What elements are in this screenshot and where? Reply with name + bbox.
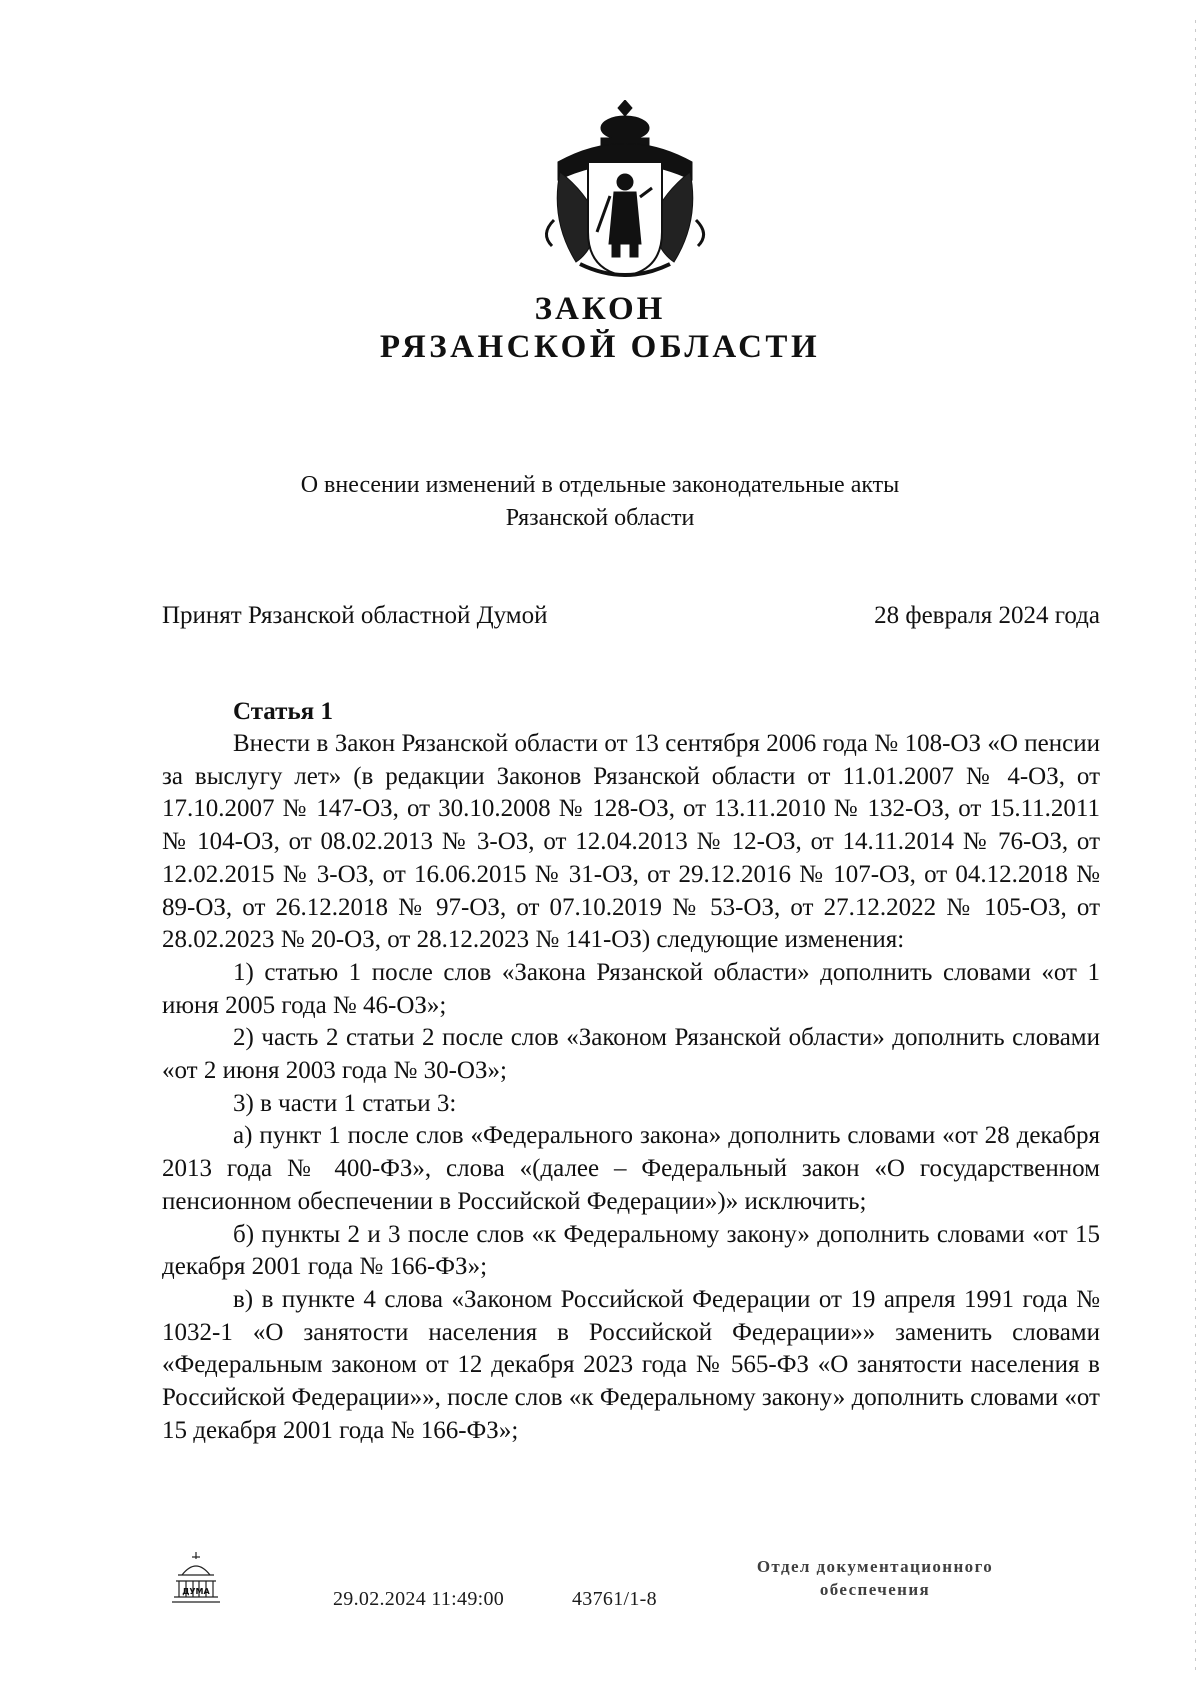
article-paragraph: 3) в части 1 статьи 3: — [233, 1089, 457, 1117]
law-subtitle-line-2: Рязанской области — [505, 505, 695, 531]
adopted-date-text: 28 февраля 2024 года — [874, 602, 1100, 629]
article-paragraph: а) пункт 1 после слов «Федерального закона» дополнить словами «от 28 декабря 2013 года № 400-ФЗ», слова «(далее – Федеральный закон «О государственном пенсионном обеспечении в Российской Федерации»)» исключить; — [162, 1122, 1100, 1215]
article-paragraph: 1) статью 1 после слов «Закона Рязанской области» дополнить словами «от 1 июня 2005 года № 46-ОЗ»; — [162, 958, 1100, 1019]
registration-datetime: 29.02.2024 11:49:00 — [333, 1588, 505, 1610]
duma-logo — [168, 1551, 224, 1607]
registration-number: 43761/1-8 — [572, 1588, 657, 1610]
law-title-line-1: ЗАКОН — [534, 291, 666, 327]
article-body — [162, 728, 1100, 1447]
law-title-line-2: РЯЗАНСКОЙ ОБЛАСТИ — [379, 329, 821, 365]
article-paragraph: б) пункты 2 и 3 после слов «к Федеральному закону» дополнить словами «от 15 декабря 2001 года № 166-ФЗ»; — [162, 1220, 1100, 1281]
scan-edge-line — [1195, 20, 1196, 1670]
adopted-by-text: Принят Рязанской областной Думой — [162, 602, 548, 629]
office-stamp-line-1: Отдел документационного — [756, 1557, 994, 1576]
duma-logo-label: ДУМА — [182, 1587, 210, 1596]
article-heading: Статья 1 — [233, 698, 333, 725]
law-subtitle-line-1: О внесении изменений в отдельные законодательные акты — [300, 472, 900, 498]
article-paragraph: 2) часть 2 статьи 2 после слов «Законом Рязанской области» дополнить словами «от 2 июня 2003 года № 30-ОЗ»; — [162, 1024, 1100, 1085]
article-paragraph: в) в пункте 4 слова «Законом Российской Федерации от 19 апреля 1991 года № 1032-1 «О занятости населения в Российской Федерации»» заменить словами «Федеральным законом от 12 декабря 2023 года № 565-ФЗ «О занятости населения в Российской Федерации»», после слов «к Федеральному закону» дополнить словами «от 15 декабря 2001 года № 166-ФЗ»; — [162, 1285, 1100, 1444]
document-office-stamp — [725, 1555, 1025, 1601]
coat-of-arms-emblem — [540, 100, 710, 280]
office-stamp-line-2: обеспечения — [819, 1580, 931, 1599]
article-paragraph: Внести в Закон Рязанской области от 13 сентября 2006 года № 108-ОЗ «О пенсии за выслугу лет» (в редакции Законов Рязанской области от 11.01.2007 № 4-ОЗ, от 17.10.2007 № 147-ОЗ, от 30.10.2008 № 128-ОЗ, от 13.11.2010 № 132-ОЗ, от 15.11.2011 № 104-ОЗ, от 08.02.2013 № 3-ОЗ, от 12.04.2013 № 12-ОЗ, от 14.11.2014 № 76-ОЗ, от 12.02.2015 № 3-ОЗ, от 16.06.2015 № 31-ОЗ, от 29.12.2016 № 107-ОЗ, от 04.12.2018 № 89-ОЗ, от 26.12.2018 № 97-ОЗ, от 07.10.2019 № 53-ОЗ, от 27.12.2022 № 105-ОЗ, от 28.02.2023 № 20-ОЗ, от 28.12.2023 № 141-ОЗ) следующие изменения: — [162, 730, 1100, 954]
